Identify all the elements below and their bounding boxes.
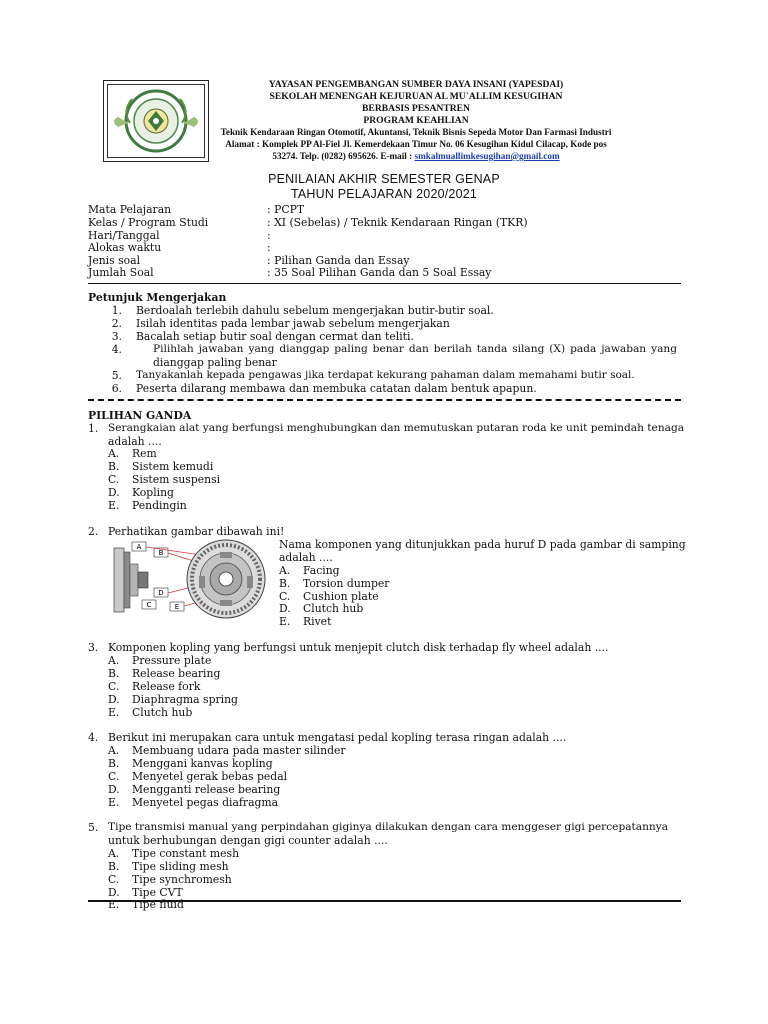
- instruction-text: Isilah identitas pada lembar jawab sebelum mengerjakan: [136, 317, 450, 330]
- instruction-text: Berdoalah terlebih dahulu sebelum mengerjakan butir-butir soal.: [136, 304, 494, 317]
- info-label: Hari/Tanggal: [88, 229, 160, 242]
- info-value: : Pilihan Ganda dan Essay: [267, 254, 410, 267]
- figure-label: D: [158, 589, 164, 597]
- answer-option[interactable]: C. Sistem suspensi: [108, 473, 221, 486]
- figure-label: E: [174, 603, 180, 611]
- info-label: Kelas / Program Studi: [88, 216, 209, 229]
- answer-option[interactable]: E. Pendingin: [108, 499, 187, 512]
- question-text: Tipe transmisi manual yang perpindahan giginya dilakukan dengan cara menggeser gigi percepatannya: [108, 821, 669, 833]
- info-value: : PCPT: [267, 203, 305, 216]
- answer-option[interactable]: A. Facing: [279, 564, 340, 577]
- answer-option[interactable]: B. Release bearing: [108, 667, 221, 680]
- question-number: 1.: [88, 422, 99, 435]
- answer-option[interactable]: D. Diaphragma spring: [108, 693, 238, 706]
- question-text: Serangkaian alat yang berfungsi menghubungkan dan memutuskan putaran roda ke unit pemindah tenaga: [108, 422, 685, 434]
- info-label: Mata Pelajaran: [88, 203, 172, 216]
- instruction-number: 5.: [111, 369, 122, 382]
- section-title: PILIHAN GANDA: [88, 409, 192, 422]
- instruction-number: 4.: [111, 343, 122, 356]
- instruction-text: Tanyakanlah kepada pengawas jika terdapat kekurang pahaman dalam memahami butir soal.: [136, 369, 635, 381]
- question-number: 2.: [88, 525, 99, 538]
- answer-option[interactable]: B. Torsion dumper: [279, 577, 390, 590]
- question-text-continued: untuk berhubungan dengan gigi counter adalah ....: [108, 834, 388, 847]
- divider: [88, 283, 681, 284]
- instruction-number: 2.: [111, 317, 122, 330]
- instruction-number: 1.: [111, 304, 122, 317]
- answer-option[interactable]: A. Rem: [108, 447, 157, 460]
- answer-option[interactable]: C. Menyetel gerak bebas pedal: [108, 770, 288, 783]
- clutch-disc-illustration-icon: [108, 538, 270, 620]
- question-text-continued: adalah ....: [108, 435, 162, 448]
- info-label: Alokas waktu: [88, 241, 162, 254]
- program-list: Teknik Kendaraan Ringan Otomotif, Akuntansi, Teknik Bisnis Sepeda Motor Dan Farmasi Industri: [220, 127, 612, 137]
- info-value: : 35 Soal Pilihan Ganda dan 5 Soal Essay: [267, 266, 492, 279]
- question-text: Perhatikan gambar dibawah ini!: [108, 525, 285, 538]
- program-heading: PROGRAM KEAHLIAN: [363, 115, 469, 126]
- contact-text: 53274. Telp. (0282) 695626. E-mail :: [272, 151, 415, 161]
- answer-option[interactable]: D. Clutch hub: [279, 602, 364, 615]
- answer-option[interactable]: C. Release fork: [108, 680, 201, 693]
- figure-label: A: [136, 543, 142, 551]
- school-logo: [103, 80, 209, 162]
- page-bottom-rule: [88, 900, 681, 902]
- answer-option[interactable]: D. Mengganti release bearing: [108, 783, 281, 796]
- instruction-text: Peserta dilarang membawa dan membuka catatan dalam bentuk apapun.: [136, 382, 537, 395]
- dashed-divider: [88, 399, 681, 401]
- clutch-disc-figure: [108, 538, 270, 620]
- answer-option[interactable]: B. Menggani kanvas kopling: [108, 757, 273, 770]
- answer-option[interactable]: B. Tipe sliding mesh: [108, 860, 229, 873]
- instruction-number: 3.: [111, 330, 122, 343]
- question-number: 3.: [88, 641, 99, 654]
- instruction-text: Bacalah setiap butir soal dengan cermat dan teliti.: [136, 330, 414, 343]
- info-label: Jenis soal: [88, 254, 141, 267]
- school-emblem-icon: [104, 81, 208, 161]
- answer-option[interactable]: B. Sistem kemudi: [108, 460, 214, 473]
- instruction-text-continued: dianggap paling benar: [153, 356, 277, 369]
- figure-label: B: [158, 549, 164, 557]
- question-text: Komponen kopling yang berfungsi untuk menjepit clutch disk terhadap fly wheel adalah ....: [108, 641, 609, 654]
- answer-option[interactable]: D. Tipe CVT: [108, 886, 183, 899]
- answer-option[interactable]: E. Rivet: [279, 615, 332, 628]
- answer-option[interactable]: E. Menyetel pegas diafragma: [108, 796, 279, 809]
- answer-option[interactable]: E. Tipe fluid: [108, 898, 184, 911]
- info-label: Jumlah Soal: [88, 266, 154, 279]
- answer-option[interactable]: A. Tipe constant mesh: [108, 847, 240, 860]
- foundation-name: YAYASAN PENGEMBANGAN SUMBER DAYA INSANI (YAPESDAI): [268, 79, 564, 90]
- question-side-text: Nama komponen yang ditunjukkan pada huruf D pada gambar di samping: [279, 538, 686, 551]
- answer-option[interactable]: E. Clutch hub: [108, 706, 193, 719]
- question-text: Berikut ini merupakan cara untuk mengatasi pedal kopling terasa ringan adalah ....: [108, 731, 567, 744]
- info-value: :: [267, 229, 271, 242]
- exam-year: TAHUN PELAJARAN 2020/2021: [290, 187, 478, 201]
- question-number: 4.: [88, 731, 99, 744]
- school-address: Alamat : Komplek PP Al-Fiel Jl. Kemerdekaan Timur No. 06 Kesugihan Kidul Cilacap, Kode pos: [225, 139, 607, 149]
- question-side-text-continued: adalah ....: [279, 551, 333, 564]
- answer-option[interactable]: C. Cushion plate: [279, 590, 379, 603]
- email-link[interactable]: smkalmuallimkesugihan@gmail.com: [414, 151, 560, 161]
- question-number: 5.: [88, 821, 99, 834]
- school-contact: [210, 151, 622, 161]
- school-basis: BERBASIS PESANTREN: [362, 103, 470, 114]
- exam-title: PENILAIAN AKHIR SEMESTER GENAP: [268, 172, 500, 186]
- school-name: SEKOLAH MENENGAH KEJURUAN AL MU`ALLIM KESUGIHAN: [269, 91, 563, 102]
- answer-option[interactable]: A. Pressure plate: [108, 654, 212, 667]
- answer-option[interactable]: C. Tipe synchromesh: [108, 873, 232, 886]
- info-value: : XI (Sebelas) / Teknik Kendaraan Ringan (TKR): [267, 216, 528, 229]
- answer-option[interactable]: D. Kopling: [108, 486, 174, 499]
- info-value: :: [267, 241, 271, 254]
- figure-label: C: [146, 601, 152, 609]
- answer-option[interactable]: A. Membuang udara pada master silinder: [108, 744, 346, 757]
- instruction-number: 6.: [111, 382, 122, 395]
- instructions-heading: Petunjuk Mengerjakan: [88, 291, 227, 304]
- instruction-text: Pilihlah jawaban yang dianggap paling benar dan berilah tanda silang (X) pada jawaban yang: [153, 343, 677, 355]
